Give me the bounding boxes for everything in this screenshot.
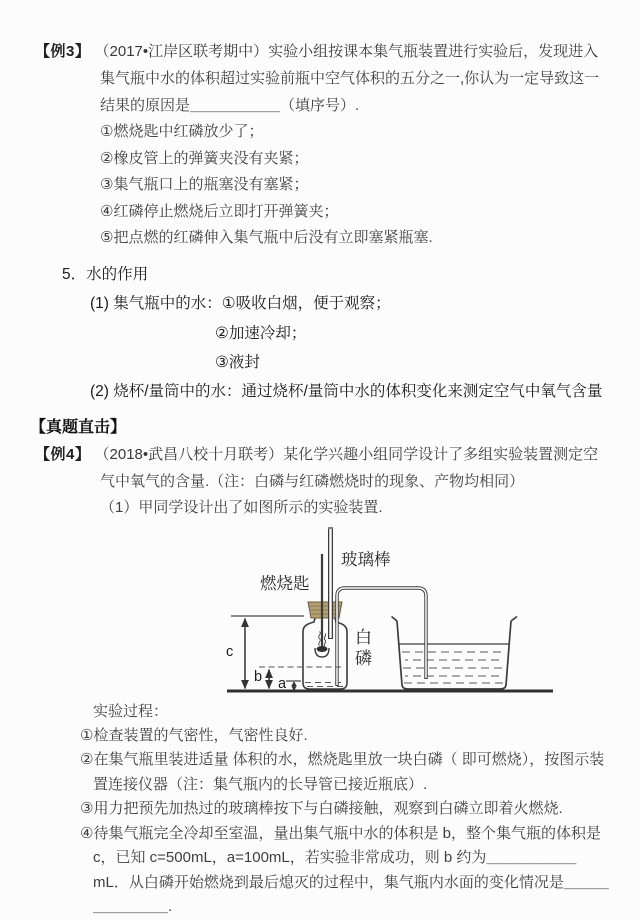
dim-c-label: c bbox=[226, 643, 234, 660]
section5-item1-second: ②加速冷却； bbox=[215, 324, 307, 342]
beaker-water bbox=[402, 652, 506, 683]
option-3: ③集气瓶口上的瓶塞没有塞紧； bbox=[100, 176, 309, 193]
section5-item1-first: ①吸收白烟，便于观察； bbox=[221, 294, 391, 312]
section5-heading: 5．水的作用 bbox=[62, 265, 149, 283]
example4-paragraph bbox=[35, 441, 610, 495]
section5-item1 bbox=[90, 289, 640, 319]
dim-a-label: a bbox=[278, 675, 287, 692]
process-title: 实验过程： bbox=[93, 702, 169, 720]
glass-rod bbox=[328, 528, 333, 639]
white-phosphorus-label: 白磷 bbox=[352, 627, 371, 670]
example3-source: （2017•江岸区联考期中） bbox=[94, 43, 269, 60]
section5-item1-third: ③液封 bbox=[215, 353, 260, 371]
example3-tag: 【例3】 bbox=[35, 43, 91, 60]
apparatus-diagram bbox=[215, 526, 560, 698]
zhenti-heading: 【真题直击】 bbox=[30, 418, 127, 436]
step-4: ④待集气瓶完全冷却至室温，量出集气瓶中水的体积是 b，整个集气瓶的体积是 c，已知 c=500mL，a=100mL，若实验非常成功，则 b 约为＿＿＿＿＿＿mL．从白磷开始燃烧到最后熄灭的过程中，集气瓶内水面的变化情况是＿＿＿＿＿＿＿＿. bbox=[80, 824, 609, 915]
beaker-spout-left bbox=[392, 616, 398, 621]
section5-item2: (2) 烧杯/量筒中的水：通过烧杯/量筒中水的体积变化来测定空气中氧气含量 bbox=[90, 382, 603, 400]
example3-body: 实验小组按课本集气瓶装置进行实验后，发现进入集气瓶中水的体积超过实验前瓶中空气体积的五分之一,你认为一定导致这一结果的原因是＿＿＿＿＿＿（填序号）. bbox=[100, 43, 600, 114]
step-1: ①检查装置的气密性，气密性良好. bbox=[80, 726, 308, 744]
dim-b-label: b bbox=[254, 668, 263, 685]
example4-body: 某化学兴趣小组同学设计了多组实验装置测定空气中氧气的含量.（注：白磷与红磷燃烧时的现象、产物均相同） bbox=[100, 445, 599, 490]
example4-tag: 【例4】 bbox=[35, 445, 91, 463]
arrow-a bbox=[291, 681, 296, 690]
beaker bbox=[397, 621, 511, 689]
option-4: ④红磷停止燃烧后立即打开弹簧夹； bbox=[100, 202, 339, 220]
option-2: ②橡皮管上的弹簧夹没有夹紧； bbox=[100, 149, 309, 167]
example4-source: （2018•武昌八校十月联考） bbox=[94, 445, 284, 463]
example4-sub1: （1）甲同学设计出了如图所示的实验装置. bbox=[100, 498, 383, 516]
glass-rod-label: 玻璃棒 bbox=[341, 550, 391, 569]
option-1: ①燃烧匙中红磷放少了； bbox=[100, 123, 264, 140]
delivery-tube bbox=[337, 588, 426, 686]
section5-item1-label: (1) 集气瓶中的水： bbox=[90, 294, 222, 312]
white-phosphorus-sample bbox=[317, 646, 328, 652]
example3-paragraph bbox=[35, 38, 610, 119]
step-2: ②在集气瓶里装进适量 体积的水，燃烧匙里放一块白磷（ 即可燃烧），按图示装置连接仪器（注：集气瓶内的长导管已接近瓶底）. bbox=[80, 751, 605, 793]
example3-options bbox=[100, 119, 610, 252]
beaker-spout-right bbox=[511, 616, 517, 621]
option-5: ⑤把点燃的红磷伸入集气瓶中后没有立即塞紧瓶塞. bbox=[100, 229, 433, 246]
bottle-water bbox=[305, 682, 345, 686]
combustion-spoon-label: 燃烧匙 bbox=[260, 574, 310, 593]
step-3: ③用力把预先加热过的玻璃棒按下与白磷接触，观察到白磷立即着火燃烧. bbox=[80, 800, 563, 817]
